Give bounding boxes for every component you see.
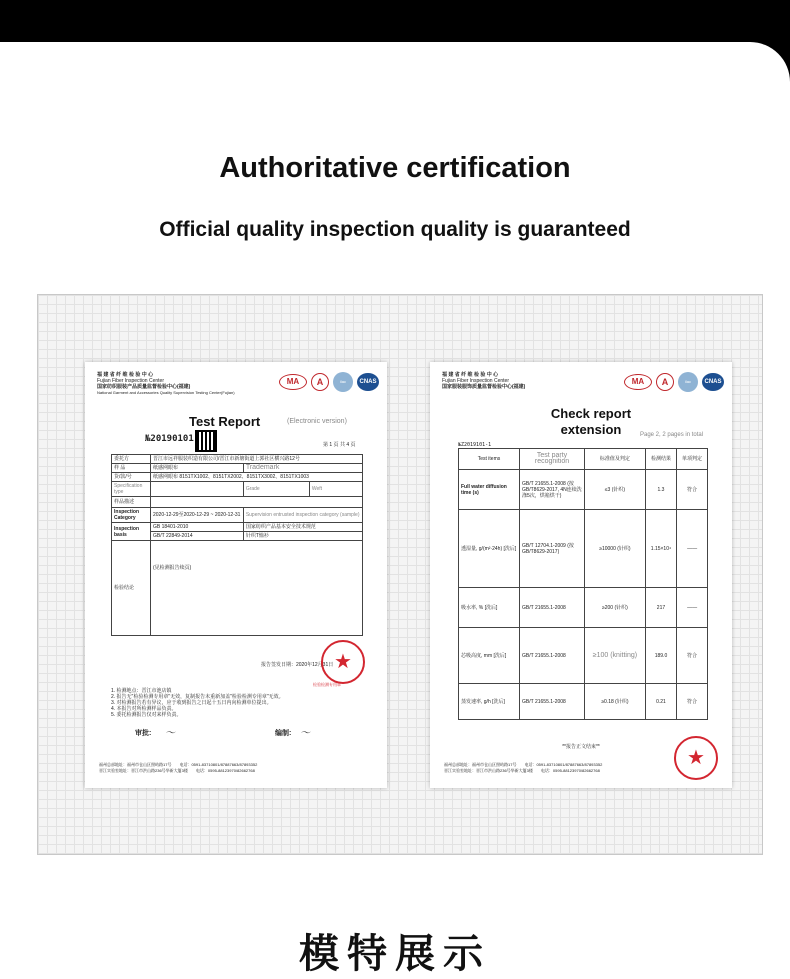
table-cell: Inspection Category [112, 508, 151, 523]
table-row [112, 482, 363, 497]
footer-line: 晋江实验室地址：晋江市洪山路236号华新大厦3楼 电话：0595-88123970/82662768 [99, 768, 255, 773]
report-title-note: (Electronic version) [287, 418, 347, 425]
table-cell: ≥10000 (针织) [585, 510, 646, 588]
report-extension-document [430, 362, 732, 788]
table-cell: 符合 [677, 628, 708, 684]
table-cell: GB/T 21655.1-2008 [520, 628, 585, 684]
table-cell: ≥200 (针织) [585, 588, 646, 628]
footer-line: 福州总部地址：福州市仓山区照屿路17号 电话：0591-83710801/87887663/87893352 [444, 762, 603, 767]
table-cell: 2020-12-29至2020-12-29 ~ 2020-12-31 [151, 508, 244, 523]
column-header: Test party recognition [520, 449, 585, 470]
table-row [459, 510, 708, 588]
table-cell: 189.0 [645, 628, 676, 684]
cnas-logo-icon: CNAS [357, 373, 379, 391]
issuer-header [97, 372, 247, 396]
table-row [459, 628, 708, 684]
table-cell: 纸感网眼布 [151, 464, 244, 473]
stamp-star-icon: ★ [334, 651, 352, 673]
cnas-logo-icon: CNAS [702, 373, 724, 391]
page-number: 第 1 页 共 4 页 [323, 442, 356, 448]
table-cell [151, 497, 363, 508]
table-cell: 晋江市远祥服装织造有限公司/晋江市新塘街道上郭社区横兴路12号 [151, 455, 363, 464]
table-cell: 针织T恤衫 [243, 532, 362, 541]
issuer-name-cn: 福 建 省 纤 维 检 验 中 心 [442, 372, 499, 378]
table-cell: ≥100 (knitting) [585, 628, 646, 684]
cma-logo-icon: MA [624, 374, 652, 390]
top-bar-corner [750, 42, 790, 82]
table-cell: 纸感网眼布 8151TX1002、8151TX2002、8151TX3002、8151TX1003 [151, 473, 363, 482]
column-header: Test items [459, 449, 520, 470]
footer-line: 福州总部地址：福州市仓山区照屿路17号 电话：0591-83710801/87887663/87893352 [99, 762, 258, 767]
note-line: 3. 对检测报告若有异议，应于收到报告之日起十五日内向检测单位提出。 [111, 700, 272, 706]
report-title: Check report extension [550, 406, 632, 437]
table-cell: 透湿量, g/(m²·24h) [洗后] [459, 510, 520, 588]
table-cell: 符合 [677, 470, 708, 510]
table-row [459, 470, 708, 510]
page-subtitle: Official quality inspection quality is guaranteed [159, 218, 631, 241]
column-header: 标准值及判定 [585, 449, 646, 470]
cma-logo-icon: MA [279, 374, 307, 390]
table-row [112, 541, 363, 636]
issuer-name-en: Fujian Fiber Inspection Center [97, 378, 164, 384]
section-heading: 模特展示 [299, 932, 491, 976]
page-title: Authoritative certification [219, 152, 571, 184]
table-cell: 蒸发速率, g/h [洗后] [459, 684, 520, 720]
top-bar [0, 0, 790, 42]
table-cell: 检验结论 [112, 541, 151, 636]
table-cell: (见检测报告续页) [151, 541, 363, 636]
ilac-logo-icon: ilac [678, 372, 698, 392]
issuer-name-en: Fujian Fiber Inspection Center [442, 378, 509, 384]
table-cell: GB/T 21655.1-2008 [520, 588, 585, 628]
table-cell: —— [677, 588, 708, 628]
approver-signature-icon: ～ [165, 728, 175, 739]
stamp-text: 检验检测专用章 [313, 682, 341, 687]
table-cell: GB/T 21655.1-2008 [520, 684, 585, 720]
note-line: 5. 委托检测报告仅对来样负责。 [111, 712, 182, 718]
table-row [112, 497, 363, 508]
table-cell: 样 品 [112, 464, 151, 473]
table-cell: 国家纺织产品基本安全技术规范 [243, 523, 362, 532]
report-footer [99, 762, 379, 774]
accreditation-logos [279, 372, 379, 392]
table-cell: 芯吸高度, mm [洗后] [459, 628, 520, 684]
table-cell: GB 18401-2010 [151, 523, 244, 532]
stamp-star-icon: ★ [687, 747, 705, 769]
table-row [112, 464, 363, 473]
table-cell [151, 482, 244, 497]
column-header: 单项判定 [677, 449, 708, 470]
issuer-header [442, 372, 592, 390]
table-cell: 217 [645, 588, 676, 628]
table-cell: GB/T 12704.1-2009 (按GB/T8629-2017) [520, 510, 585, 588]
table-cell: GB/T 22849-2014 [151, 532, 244, 541]
inspection-stamp [321, 640, 365, 684]
report-notes [111, 688, 361, 718]
report-number: №20190101 [145, 434, 194, 444]
table-cell: 样品描述 [112, 497, 151, 508]
accreditation-logos [624, 372, 724, 392]
table-cell: —— [677, 510, 708, 588]
table-cell: 1.15×10⁴ [645, 510, 676, 588]
table-cell: Specification type [112, 482, 151, 497]
test-report-document [85, 362, 387, 788]
cal-logo-icon: A [656, 373, 674, 391]
note-line: 1. 检测地点：晋江市池店镇 [111, 688, 172, 694]
issuer-name-cn: 福 建 省 纤 维 检 验 中 心 [97, 372, 154, 378]
column-header: 检测结果 [645, 449, 676, 470]
table-cell: 符合 [677, 684, 708, 720]
approver-label: 审批: [135, 730, 152, 737]
editor-label: 编制: [275, 730, 292, 737]
cal-logo-icon: A [311, 373, 329, 391]
table-cell: 委托方 [112, 455, 151, 464]
table-row [112, 455, 363, 464]
footer-line: 晋江实验室地址：晋江市洪山路236号华新大厦3楼 电话：0595-88123970/82662768 [444, 768, 600, 773]
table-cell: Weft [309, 482, 362, 497]
issuer-sub-cn: 国家纺织服装产品质量监督检验中心(福建) [97, 384, 191, 390]
note-line: 4. 本报告对所检测样品负责。 [111, 706, 177, 712]
table-cell: Inspection basis [112, 523, 151, 541]
table-cell: GB/T 21655.1-2008 (按GB/T8629-2017, 4N连续洗涤5次，烘箱烘干) [520, 470, 585, 510]
table-cell: 1.3 [645, 470, 676, 510]
table-header-row [459, 449, 708, 470]
table-cell: ≥0.18 (针织) [585, 684, 646, 720]
table-cell: 吸水率, % [洗后] [459, 588, 520, 628]
table-cell: Trademark [243, 464, 362, 473]
report-footer [444, 762, 724, 774]
table-cell: Grade [243, 482, 309, 497]
table-cell: Supervision entrusted inspection category (sample) [243, 508, 362, 523]
table-cell: ≤3 (针织) [585, 470, 646, 510]
ilac-logo-icon: ilac [333, 372, 353, 392]
table-row [112, 473, 363, 482]
note-line: 2. 报告无"检验检测专用章"无效，复制报告未重新加盖"检验检测专用章"无效。 [111, 694, 284, 700]
report-table [111, 454, 363, 636]
results-table [458, 448, 708, 720]
editor-signature-icon: ～ [300, 728, 310, 739]
issue-date: 报告签发日期：2020年12月31日 [261, 662, 334, 668]
table-row [459, 588, 708, 628]
table-cell: 0.21 [645, 684, 676, 720]
table-row [112, 508, 363, 523]
table-cell: Full water diffusion time (s) [459, 470, 520, 510]
report-title: Test Report [189, 414, 261, 429]
table-cell: 货/款/号 [112, 473, 151, 482]
end-of-report-note: **报告正文结束** [562, 744, 600, 750]
certificate-panel [37, 294, 763, 855]
table-row [112, 523, 363, 532]
issuer-sub-cn: 国家服装服饰质量监督检验中心(福建) [442, 384, 526, 390]
report-number: №Z2019101-1 [458, 442, 492, 448]
qr-code-icon [195, 430, 217, 452]
page-note: Page 2, 2 pages in total [640, 432, 704, 438]
table-row [459, 684, 708, 720]
issuer-sub-en: National Garment and Accessories Quality Supervision Testing Center(Fujian) [97, 390, 235, 395]
